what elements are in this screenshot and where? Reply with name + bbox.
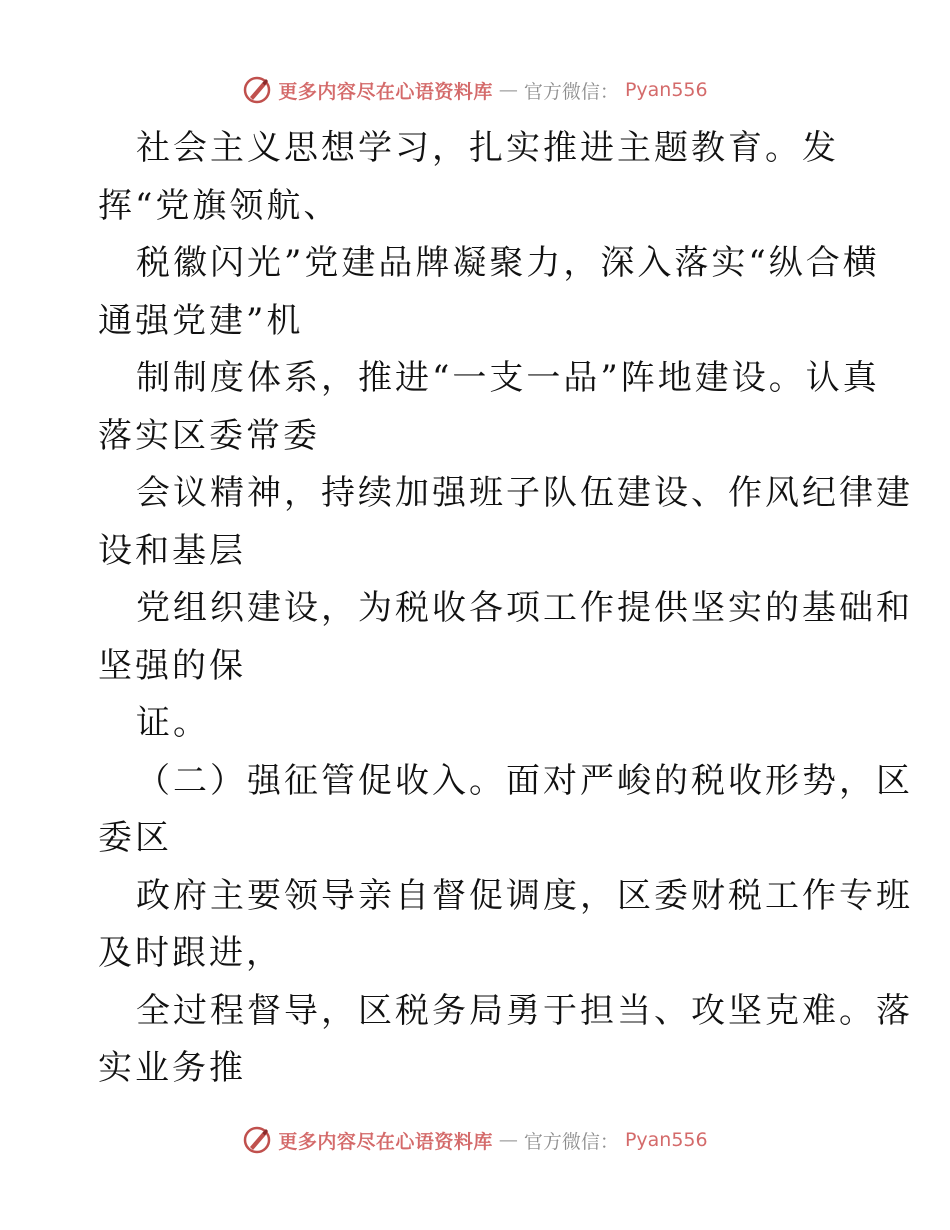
body-line: 实业务推 — [98, 1048, 246, 1088]
pen-logo-icon — [242, 75, 272, 105]
body-line: 党组织建设，为税收各项工作提供坚实的基础和 — [136, 588, 913, 628]
watermark-official-label: 官方微信： — [523, 1130, 619, 1153]
body-line: 证。 — [136, 703, 210, 743]
body-line: 制制度体系，推进“一支一品”阵地建设。认真 — [136, 358, 880, 398]
body-line: 会议精神，持续加强班子队伍建设、作风纪律建 — [136, 473, 913, 513]
body-line: 挥“党旗领航、 — [98, 185, 341, 226]
body-line: 全过程督导，区税务局勇于担当、攻坚克难。落 — [136, 990, 913, 1031]
watermark-wechat-id: Pyan556 — [624, 79, 708, 101]
watermark-separator: — — [498, 79, 518, 101]
watermark-official-label: 官方微信： — [523, 80, 619, 103]
body-line: 社会主义思想学习，扎实推进主题教育。发 — [136, 128, 839, 168]
watermark-wechat-id: Pyan556 — [624, 1129, 708, 1151]
pen-logo-icon — [242, 1125, 272, 1155]
watermark-brand-text: 更多内容尽在心语资料库 — [278, 80, 493, 103]
body-line: 税徽闪光”党建品牌凝聚力，深入落实“纵合横 — [136, 243, 880, 283]
body-line: 坚强的保 — [98, 645, 246, 686]
footer-watermark — [0, 1120, 950, 1160]
body-line: （二）强征管促收入。面对严峻的税收形势，区 — [136, 760, 913, 801]
body-line: 及时跟进， — [98, 933, 283, 973]
watermark-separator: — — [498, 1129, 518, 1151]
body-line: 通强党建”机 — [98, 300, 304, 341]
body-line: 政府主要领导亲自督促调度，区委财税工作专班 — [136, 875, 913, 916]
document-body — [98, 120, 913, 1098]
watermark-brand-text: 更多内容尽在心语资料库 — [278, 1130, 493, 1153]
header-watermark — [0, 70, 950, 110]
body-line: 设和基层 — [98, 530, 246, 571]
body-line: 落实区委常委 — [98, 415, 320, 456]
body-line: 委区 — [98, 818, 172, 858]
